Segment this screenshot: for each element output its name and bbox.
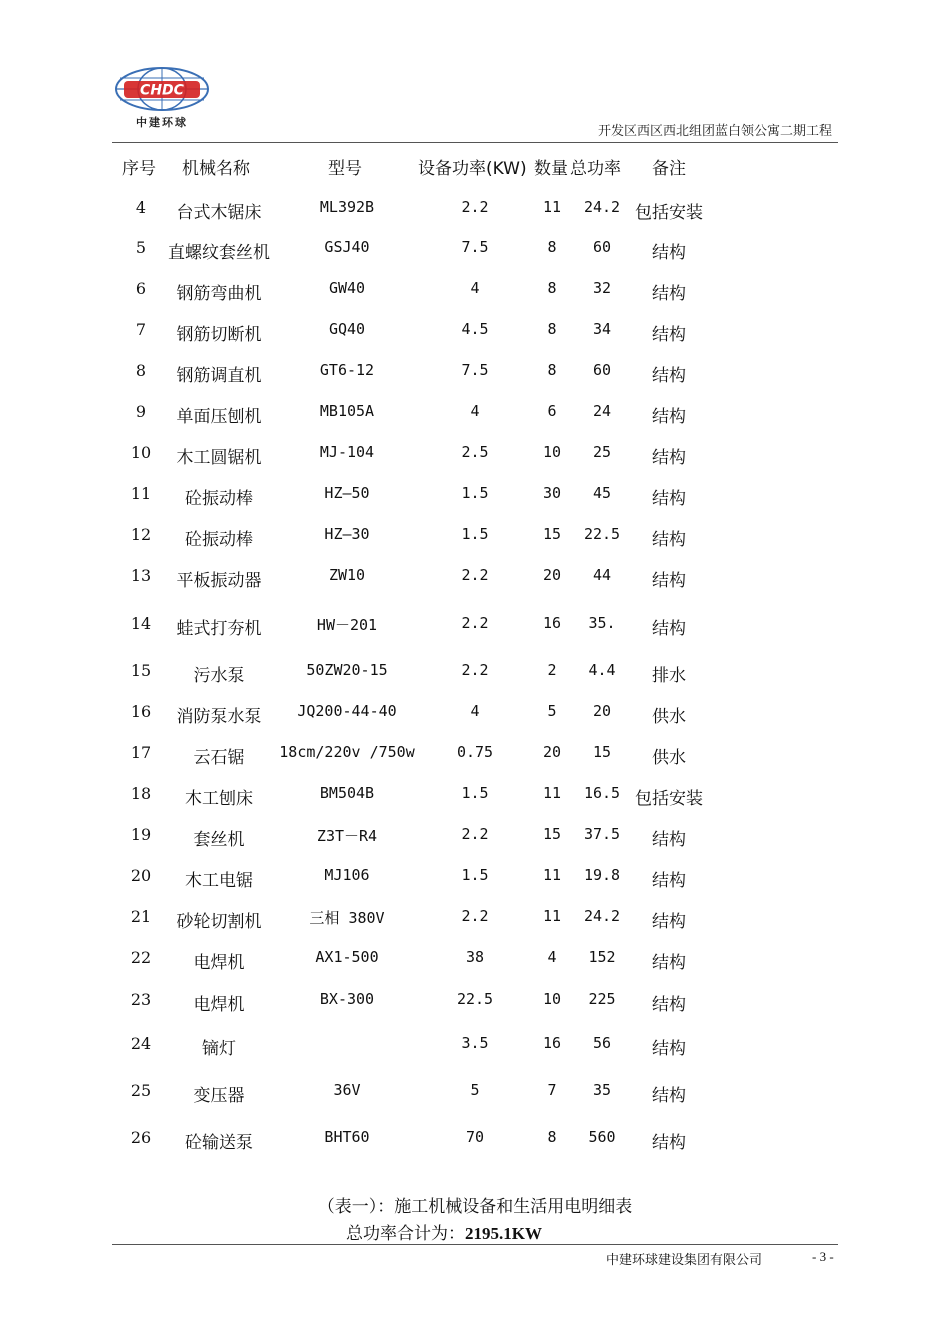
machine-note: 结构 <box>652 1133 686 1153</box>
machine-total-power: 24.2 <box>583 907 621 925</box>
svg-text:CHDC: CHDC <box>140 82 184 99</box>
machine-model: 18cm/220v /750w <box>279 743 415 761</box>
machine-total-power: 225 <box>588 990 616 1008</box>
machine-name: 污水泵 <box>193 666 245 686</box>
machine-total-power: 24 <box>592 402 612 420</box>
machine-note: 结构 <box>652 489 686 509</box>
machine-note: 结构 <box>652 530 686 550</box>
machine-qty: 8 <box>547 361 557 379</box>
machine-power: 70 <box>465 1128 485 1146</box>
table-caption: （表一）：施工机械设备和生活用电明细表 <box>317 1197 633 1217</box>
machine-note: 供水 <box>652 707 686 727</box>
row-number: 21 <box>130 907 152 926</box>
machine-model: GT6-12 <box>319 361 375 379</box>
row-number: 7 <box>135 320 147 339</box>
machine-note: 结构 <box>652 619 686 639</box>
machine-note: 结构 <box>652 1039 686 1059</box>
machine-model: BHT60 <box>324 1128 370 1146</box>
machine-qty: 8 <box>547 1128 557 1146</box>
machine-qty: 2 <box>547 661 557 679</box>
machine-total-power: 37.5 <box>583 825 621 843</box>
machine-power: 2.2 <box>461 566 489 584</box>
machine-total-power: 4.4 <box>588 661 616 679</box>
machine-note: 结构 <box>652 407 686 427</box>
col-header-note: 备注 <box>652 159 686 179</box>
machine-qty: 20 <box>542 566 562 584</box>
row-number: 23 <box>130 990 152 1009</box>
machine-model: HW－201 <box>316 616 378 634</box>
machine-qty: 11 <box>542 198 562 216</box>
row-number: 8 <box>135 361 147 380</box>
machine-total-power: 60 <box>592 238 612 256</box>
machine-name: 砼振动棒 <box>185 489 253 509</box>
row-number: 25 <box>130 1081 152 1100</box>
machine-note: 结构 <box>652 366 686 386</box>
col-header-no: 序号 <box>122 159 156 179</box>
machine-power: 1.5 <box>461 525 489 543</box>
machine-name: 砂轮切割机 <box>176 912 262 932</box>
machine-total-power: 60 <box>592 361 612 379</box>
machine-model: GQ40 <box>328 320 366 338</box>
machine-name: 直螺纹套丝机 <box>168 243 270 263</box>
logo-caption: 中建环球 <box>136 116 188 129</box>
machine-note: 排水 <box>652 666 686 686</box>
row-number: 17 <box>130 743 152 762</box>
machine-name: 木工电锯 <box>185 871 253 891</box>
total-power-value: 2195.1KW <box>465 1224 542 1243</box>
machine-power: 38 <box>465 948 485 966</box>
machine-power: 5 <box>470 1081 480 1099</box>
machine-note: 结构 <box>652 953 686 973</box>
machine-qty: 4 <box>547 948 557 966</box>
machine-name: 消防泵水泵 <box>176 707 262 727</box>
machine-power: 2.2 <box>461 614 489 632</box>
machine-qty: 15 <box>542 825 562 843</box>
machine-power: 2.2 <box>461 198 489 216</box>
header-divider <box>112 142 838 143</box>
row-number: 15 <box>130 661 152 680</box>
machine-model: MB105A <box>319 402 375 420</box>
row-number: 6 <box>135 279 147 298</box>
machine-qty: 10 <box>542 443 562 461</box>
machine-name: 单面压刨机 <box>176 407 262 427</box>
row-number: 4 <box>135 198 147 217</box>
machine-model: HZ—30 <box>324 525 370 543</box>
machine-total-power: 44 <box>592 566 612 584</box>
machine-note: 结构 <box>652 1086 686 1106</box>
machine-qty: 11 <box>542 866 562 884</box>
col-header-power: 设备功率(KW) <box>418 159 527 179</box>
machine-total-power: 152 <box>588 948 616 966</box>
page-number: - 3 - <box>812 1249 834 1264</box>
row-number: 20 <box>130 866 152 885</box>
machine-name: 钢筋弯曲机 <box>176 284 262 304</box>
company-logo <box>110 66 214 130</box>
machine-power: 7.5 <box>461 238 489 256</box>
machine-qty: 10 <box>542 990 562 1008</box>
row-number: 26 <box>130 1128 152 1147</box>
machine-total-power: 35. <box>588 614 616 632</box>
machine-note: 供水 <box>652 748 686 768</box>
machine-total-power: 560 <box>588 1128 616 1146</box>
machine-power: 22.5 <box>456 990 494 1008</box>
machine-power: 7.5 <box>461 361 489 379</box>
row-number: 13 <box>130 566 152 585</box>
machine-total-power: 19.8 <box>583 866 621 884</box>
machine-total-power: 24.2 <box>583 198 621 216</box>
machine-note: 结构 <box>652 830 686 850</box>
machine-qty: 15 <box>542 525 562 543</box>
machine-note: 结构 <box>652 284 686 304</box>
machine-name: 钢筋切断机 <box>176 325 262 345</box>
machine-model: ZW10 <box>328 566 366 584</box>
machine-power: 4.5 <box>461 320 489 338</box>
machine-name: 蛙式打夯机 <box>176 619 262 639</box>
machine-qty: 11 <box>542 784 562 802</box>
machine-qty: 8 <box>547 238 557 256</box>
row-number: 11 <box>130 484 152 503</box>
machine-power: 1.5 <box>461 484 489 502</box>
row-number: 19 <box>130 825 152 844</box>
machine-power: 2.2 <box>461 661 489 679</box>
machine-qty: 11 <box>542 907 562 925</box>
machine-total-power: 15 <box>592 743 612 761</box>
machine-qty: 8 <box>547 279 557 297</box>
total-power-label: 总功率合计为： <box>346 1224 465 1244</box>
machine-total-power: 25 <box>592 443 612 461</box>
machine-name: 钢筋调直机 <box>176 366 262 386</box>
machine-note: 结构 <box>652 571 686 591</box>
machine-name: 电焊机 <box>193 953 245 973</box>
machine-power: 3.5 <box>461 1034 489 1052</box>
machine-model: GW40 <box>328 279 366 297</box>
machine-note: 结构 <box>652 243 686 263</box>
machine-power: 1.5 <box>461 784 489 802</box>
machine-power: 0.75 <box>456 743 494 761</box>
machine-name: 套丝机 <box>193 830 245 850</box>
machine-qty: 6 <box>547 402 557 420</box>
machine-name: 平板振动器 <box>176 571 262 591</box>
machine-model: AX1-500 <box>315 948 379 966</box>
machine-note: 结构 <box>652 448 686 468</box>
machine-total-power: 32 <box>592 279 612 297</box>
machine-power: 2.5 <box>461 443 489 461</box>
row-number: 22 <box>130 948 152 967</box>
machine-note: 包括安装 <box>635 203 703 223</box>
machine-name: 砼输送泵 <box>185 1133 253 1153</box>
machine-note: 结构 <box>652 912 686 932</box>
footer-divider <box>112 1244 838 1245</box>
machine-qty: 16 <box>542 1034 562 1052</box>
row-number: 10 <box>130 443 152 462</box>
machine-model: 36V <box>333 1081 361 1099</box>
machine-qty: 16 <box>542 614 562 632</box>
machine-power: 1.5 <box>461 866 489 884</box>
machine-model: ML392B <box>319 198 375 216</box>
row-number: 16 <box>130 702 152 721</box>
machine-model: MJ106 <box>324 866 370 884</box>
machine-name: 电焊机 <box>193 995 245 1015</box>
machine-total-power: 34 <box>592 320 612 338</box>
machine-power: 2.2 <box>461 825 489 843</box>
machine-model: 50ZW20-15 <box>306 661 388 679</box>
machine-name: 木工圆锯机 <box>176 448 262 468</box>
machine-qty: 20 <box>542 743 562 761</box>
machine-power: 2.2 <box>461 907 489 925</box>
row-number: 14 <box>130 614 152 633</box>
machine-total-power: 56 <box>592 1034 612 1052</box>
machine-power: 4 <box>470 279 480 297</box>
machine-name: 砼振动棒 <box>185 530 253 550</box>
machine-total-power: 35 <box>592 1081 612 1099</box>
row-number: 12 <box>130 525 152 544</box>
machine-note: 结构 <box>652 871 686 891</box>
machine-qty: 8 <box>547 320 557 338</box>
machine-name: 木工刨床 <box>185 789 253 809</box>
machine-model: 三相 380V <box>309 909 385 927</box>
machine-name: 镝灯 <box>202 1039 236 1059</box>
machine-total-power: 16.5 <box>583 784 621 802</box>
machine-name: 台式木锯床 <box>176 203 262 223</box>
machine-note: 结构 <box>652 995 686 1015</box>
machine-model: BX-300 <box>319 990 375 1008</box>
machine-name: 变压器 <box>193 1086 245 1106</box>
machine-model: MJ-104 <box>319 443 375 461</box>
machine-qty: 7 <box>547 1081 557 1099</box>
machine-total-power: 22.5 <box>583 525 621 543</box>
machine-total-power: 20 <box>592 702 612 720</box>
col-header-model: 型号 <box>328 159 362 179</box>
machine-qty: 30 <box>542 484 562 502</box>
total-power-line <box>346 1219 542 1244</box>
col-header-total: 总功率 <box>570 159 621 179</box>
machine-qty: 5 <box>547 702 557 720</box>
machine-model: BM504B <box>319 784 375 802</box>
row-number: 24 <box>130 1034 152 1053</box>
col-header-qty: 数量 <box>534 159 568 179</box>
row-number: 5 <box>135 238 147 257</box>
machine-model: HZ—50 <box>324 484 370 502</box>
machine-model: Z3T－R4 <box>316 827 378 845</box>
machine-power: 4 <box>470 702 480 720</box>
machine-power: 4 <box>470 402 480 420</box>
globe-logo-icon <box>110 66 214 112</box>
row-number: 18 <box>130 784 152 803</box>
machine-note: 结构 <box>652 325 686 345</box>
machine-note: 包括安装 <box>635 789 703 809</box>
machine-model: GSJ40 <box>324 238 370 256</box>
machine-model: JQ200-44-40 <box>297 702 397 720</box>
project-title: 开发区西区西北组团蓝白领公寓二期工程 <box>597 124 832 139</box>
machine-total-power: 45 <box>592 484 612 502</box>
row-number: 9 <box>135 402 147 421</box>
col-header-name: 机械名称 <box>182 159 250 179</box>
machine-name: 云石锯 <box>193 748 245 768</box>
footer-company: 中建环球建设集团有限公司 <box>606 1253 763 1268</box>
